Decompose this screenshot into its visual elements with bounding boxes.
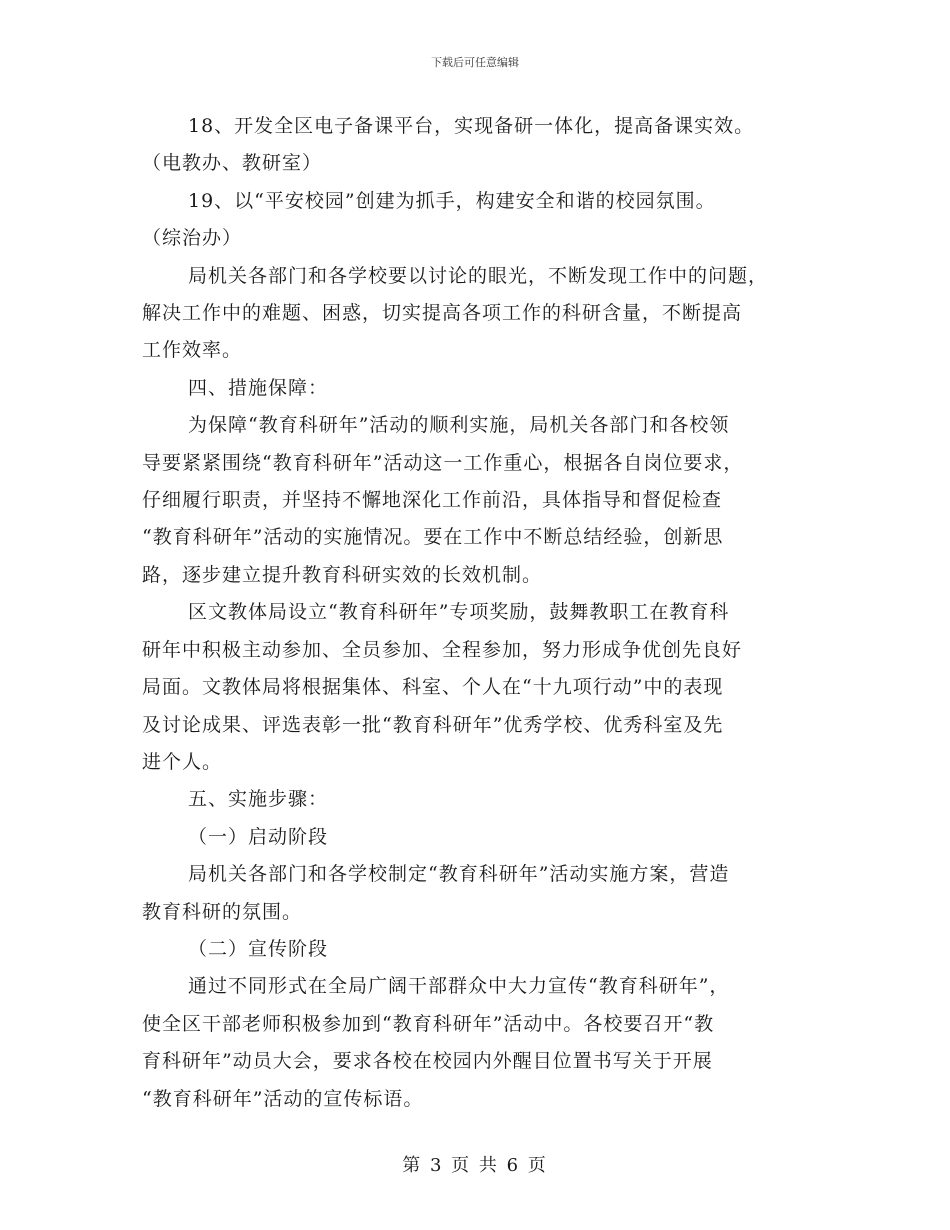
subheading-publicity-stage [142,931,810,968]
text-line: 局面。文教体局将根据集体、科室、个人在“十九项行动”中的表现 [142,676,724,699]
text-line: 解决工作中的难题、困惑，切实提高各项工作的科研含量，不断提高 [142,302,743,325]
paragraph-item-18 [142,108,810,183]
text-line: （综治办） [142,227,243,250]
section-heading-steps [142,781,810,818]
text-line: 仔细履行职责，并坚持不懈地深化工作前沿，具体指导和督促检查 [142,489,723,512]
text-line: 通过不同形式在全局广阔干部群众中大力宣传“教育科研年”， [188,975,730,998]
text-line: “教育科研年”活动的宣传标语。 [142,1087,424,1110]
text-line: 导要紧紧围绕“教育科研年”活动这一工作重心，根据各自岗位要求， [142,451,744,474]
paragraph-summary [142,258,810,370]
text-line: 局机关各部门和各学校制定“教育科研年”活动实施方案，营造 [188,863,730,886]
paragraph-measures [142,407,810,594]
heading-line: （二）宣传阶段 [188,937,329,960]
text-line: （电教办、教研室） [142,152,323,175]
paragraph-launch-stage [142,856,810,931]
text-line: 及讨论成果、评选表彰一批“教育科研年”优秀学校、优秀科室及先 [142,713,724,736]
text-line: 区文教体局设立“教育科研年”专项奖励，鼓舞教职工在教育科 [188,601,730,624]
text-line: 育科研年”动员大会，要求各校在校园内外醒目位置书写关于开展 [142,1050,713,1073]
section-heading-measures [142,370,810,407]
text-line: 教育科研的氛围。 [142,900,303,923]
paragraph-awards [142,594,810,781]
text-line: 进个人。 [142,750,223,773]
text-line: 工作效率。 [142,339,243,362]
heading-line: 五、实施步骤： [188,788,329,811]
text-line: 使全区干部老师积极参加到“教育科研年”活动中。各校要召开“教 [142,1012,715,1035]
text-line: 18、开发全区电子备课平台，实现备研一体化，提高备课实效。 [188,115,755,137]
text-line: 为保障“教育科研年”活动的顺利实施，局机关各部门和各校领 [188,414,730,437]
paragraph-item-19 [142,183,810,258]
page-header-note: 下载后可任意编辑 [431,56,519,69]
text-line: 19、以“平安校园”创建为抓手，构建安全和谐的校园氛围。 [188,189,716,212]
document-body [142,108,810,1118]
heading-line: （一）启动阶段 [188,825,329,848]
subheading-launch-stage [142,819,810,856]
text-line: 路，逐步建立提升教育科研实效的长效机制。 [142,563,543,586]
text-line: 局机关各部门和各学校要以讨论的眼光，不断发现工作中的问题， [188,264,769,287]
text-line: 研年中积极主动参加、全员参加、全程参加，努力形成争优创先良好 [142,638,743,661]
paragraph-publicity-stage [142,968,810,1118]
heading-line: 四、措施保障： [188,376,329,399]
page-number-footer: 第 3 页 共 6 页 [402,1155,548,1176]
text-line: “教育科研年”活动的实施情况。要在工作中不断总结经验，创新思 [142,526,724,549]
